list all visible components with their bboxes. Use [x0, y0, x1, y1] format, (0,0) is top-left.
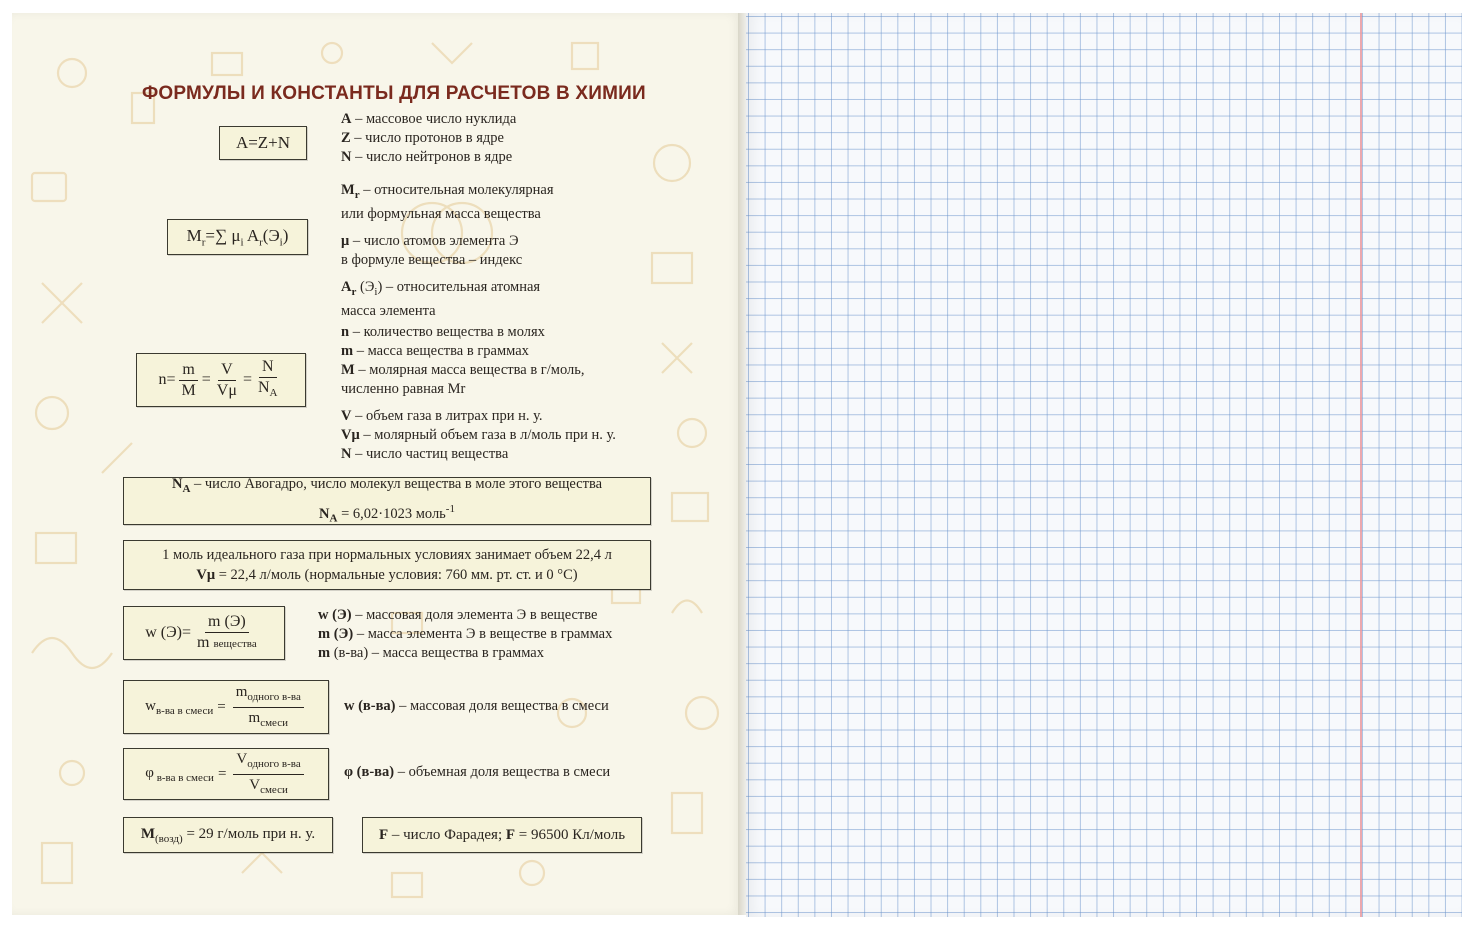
grid-page: [746, 13, 1462, 917]
formula-w-mix-box: $w_{в-ва в смеси}$ = $\frac{m_{одного в-ва}}{m_{смеси}}$: [123, 680, 329, 734]
margin-line: [1360, 13, 1362, 917]
desc-line: N – число нейтронов в ядре: [341, 149, 513, 165]
molar-volume-value: Vμ = 22,4 л/моль (нормальные условия: 760 мм. рт. ст. и 0 °С): [196, 567, 578, 583]
avogadro-box: [123, 477, 651, 525]
fraction: $\frac{m}{M}$: [179, 360, 199, 401]
fraction: $\frac{m_{одного в-ва}}{m_{смеси}}$: [233, 682, 304, 733]
w-description: [318, 606, 612, 663]
desc-line: m – масса вещества в граммах: [341, 343, 529, 359]
formula-w-box: w (Э)= $\frac{m (Э)}{\text{m вещества}}$: [123, 606, 285, 660]
w-mix-description: w (в-ва) – массовая доля вещества в смеси: [344, 698, 609, 714]
formula-nuclide-box: [219, 126, 307, 160]
desc-line: $A_r$ $(Э_i)$ – относительная атомная: [341, 278, 541, 298]
desc-line: V – объем газа в литрах при н. у.: [341, 408, 543, 424]
desc-line: m (в-ва) – масса вещества в граммах: [318, 645, 544, 661]
desc-line: Z – число протонов в ядре: [341, 130, 504, 146]
desc-line: Vμ – молярный объем газа в л/моль при н. у.: [341, 427, 616, 443]
avogadro-line: $N_A$ – число Авогадро, число молекул вещества в моле этого вещества: [171, 475, 603, 495]
fraction: $\frac{N}{N_A}$: [257, 357, 278, 400]
air-molar-mass-box: $M_{(возд)} = 29$ г/моль при н. у.: [123, 817, 333, 853]
phi-description: φ (в-ва) – объемная доля вещества в смеси: [344, 764, 611, 780]
desc-line: масса элемента: [341, 302, 436, 319]
desc-line: или формульная масса вещества: [341, 205, 541, 222]
fraction: $\frac{V_{одного в-ва}}{V_{смеси}}$: [233, 749, 303, 800]
desc-line: N – число частиц вещества: [341, 446, 509, 462]
n-description: [341, 323, 616, 464]
formula-phi-box: φ $_{в-ва в смеси}$ = $\frac{V_{одного в-ва}}{V_{смеси}}$: [123, 748, 329, 800]
formula-mr-box: [167, 219, 308, 255]
desc-line: численно равная Mr: [341, 381, 466, 397]
fraction: $\frac{m (Э)}{\text{m вещества}}$: [197, 613, 257, 651]
page-title: ФОРМУЛЫ И КОНСТАНТЫ ДЛЯ РАСЧЕТОВ В ХИМИИ: [142, 83, 646, 104]
desc-line: μ – число атомов элемента Э: [341, 232, 519, 249]
desc-line: w (Э) – массовая доля элемента Э в веществе: [318, 607, 598, 623]
formula-nuclide: A=Z+N: [235, 133, 291, 152]
desc-line: в формуле вещества – индекс: [341, 251, 523, 268]
desc-line: M – молярная масса вещества в г/моль,: [341, 362, 585, 378]
molar-volume-box: [123, 540, 651, 590]
desc-line: A – массовое число нуклида: [341, 111, 517, 127]
avogadro-value: $N_A = 6,02\cdot 1023$ моль$^{-1}$: [319, 502, 455, 525]
desc-line: $M_r$ – относительная молекулярная: [341, 182, 554, 201]
desc-line: n – количество вещества в молях: [341, 324, 545, 340]
desc-line: m (Э) – масса элемента Э в веществе в граммах: [318, 626, 613, 642]
faraday-box: F – число Фарадея; F = 96500 Кл/моль: [362, 817, 642, 853]
formula-mr: $M_r=\sum$ $\mu_i$ $A_r(Э_i)$: [186, 225, 289, 249]
nuclide-description: [341, 110, 516, 167]
molar-volume-line: 1 моль идеального газа при нормальных условиях занимает объем 22,4 л: [162, 547, 612, 563]
formula-n-box: n= $\frac{m}{M}$ = $\frac{V}{V\mu}$ = $\frac{N}{N_A}$: [136, 353, 306, 407]
fraction: $\frac{V}{V\mu}$: [216, 360, 237, 399]
mr-description: [341, 181, 554, 321]
